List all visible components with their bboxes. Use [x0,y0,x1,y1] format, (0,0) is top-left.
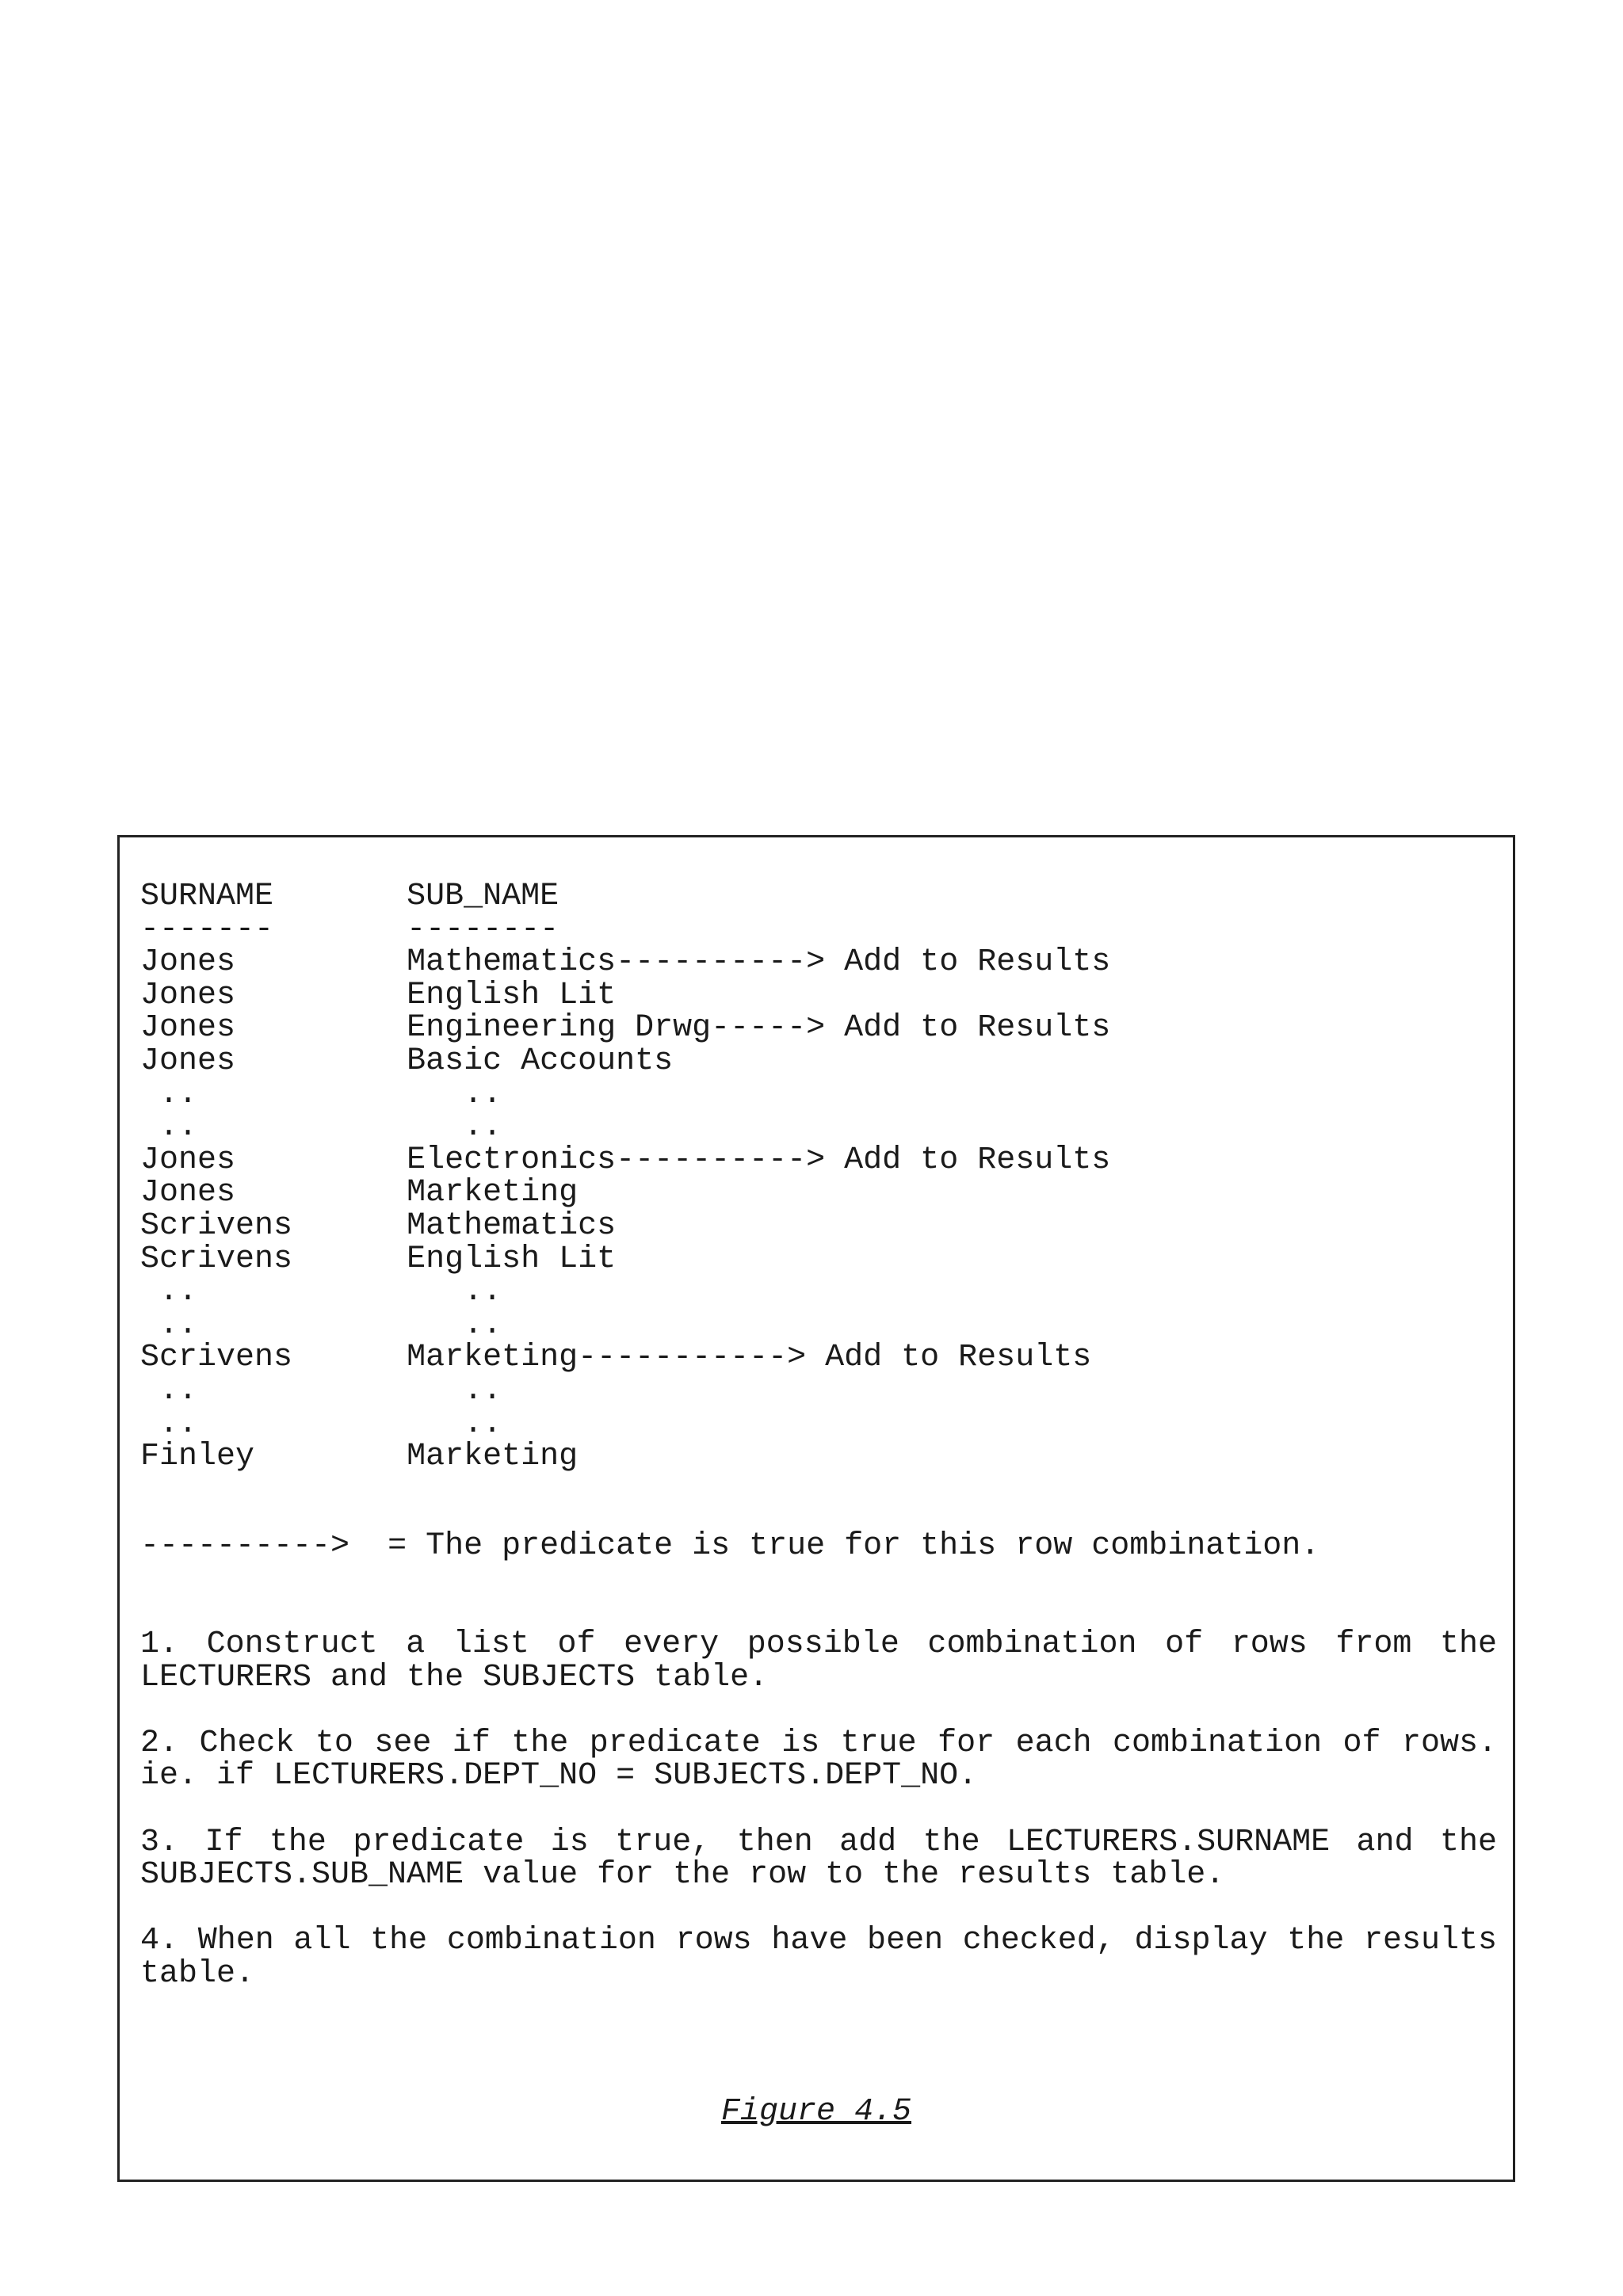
subject-cell: -------- [407,911,559,948]
subject-cell: Mathematics [407,1207,617,1244]
surname-cell: Scrivens [140,1340,293,1376]
subject-cell: Marketing [407,1175,579,1211]
surname-cell: .. [140,1405,198,1442]
listing-row [140,1243,1110,1276]
listing-row [140,1372,1110,1409]
subject-cell: .. [407,1076,502,1112]
listing-row [140,1306,1110,1343]
surname-cell: Jones [140,977,236,1013]
subject-cell: Basic Accounts [407,1043,674,1079]
subject-cell: English Lit [407,1241,617,1277]
listing-row [140,1111,1110,1144]
listing-row [140,1341,1110,1375]
subject-cell: Electronics----------> Add to Results [407,1142,1111,1178]
surname-cell: .. [140,1372,198,1409]
surname-cell: ------- [140,911,274,948]
listing-row [140,1207,1110,1244]
algorithm-steps [140,1628,1497,2023]
surname-cell: .. [140,1274,198,1310]
surname-cell: Scrivens [140,1241,293,1277]
subject-cell: .. [407,1274,502,1310]
listing-row [140,1144,1110,1177]
subject-cell: .. [407,1372,502,1409]
listing-row [140,1177,1110,1210]
listing-row [140,1440,1110,1474]
step-2: 2. Check to see if the predicate is true for each combination of rows. ie. if LECTURERS.DEPT_NO = SUBJECTS.DEPT_NO. [140,1725,1497,1794]
surname-cell: Jones [140,944,236,981]
listing-row [140,946,1110,979]
surname-cell: Jones [140,1043,236,1079]
legend-text: = The predicate is true for this row combination. [388,1528,1320,1564]
surname-cell: .. [140,1109,198,1146]
step-3: 3. If the predicate is true, then add the LECTURERS.SURNAME and the SUBJECTS.SUB_NAME value for the row to the results table. [140,1824,1497,1894]
surname-cell: .. [140,1306,198,1343]
figure-caption: Figure 4.5 [720,2094,912,2130]
surname-cell: Jones [140,1175,236,1211]
listing-row [140,979,1110,1013]
step-1: 1. Construct a list of every possible combination of rows from the LECTURERS and the SUBJECTS table. [140,1627,1497,1695]
surname-cell: Jones [140,1142,236,1178]
subject-cell: SUB_NAME [407,879,559,914]
listing-row [140,1045,1110,1078]
figure-frame [117,835,1515,2182]
listing-row [140,1405,1110,1442]
listing-row [140,1276,1110,1309]
subject-cell: Engineering Drwg-----> Add to Results [407,1010,1111,1047]
subject-cell: Marketing-----------> Add to Results [407,1340,1092,1376]
listing-header [140,880,1110,913]
row-combination-listing [140,880,1110,1474]
subject-cell: .. [407,1109,502,1146]
subject-cell: .. [407,1306,502,1343]
subject-cell: .. [407,1405,502,1442]
surname-cell: .. [140,1076,198,1112]
legend-arrow: ----------> [140,1528,350,1564]
surname-cell: Scrivens [140,1207,293,1244]
surname-cell: Finley [140,1439,255,1475]
subject-cell: Mathematics----------> Add to Results [407,944,1111,981]
listing-header-underline [140,913,1110,947]
legend [140,1530,1319,1563]
surname-cell: Jones [140,1010,236,1047]
surname-cell: SURNAME [140,879,274,914]
subject-cell: Marketing [407,1439,579,1475]
listing-row [140,1012,1110,1045]
listing-row [140,1078,1110,1112]
step-4: 4. When all the combination rows have been checked, display the results table. [140,1923,1497,1992]
subject-cell: English Lit [407,977,617,1013]
